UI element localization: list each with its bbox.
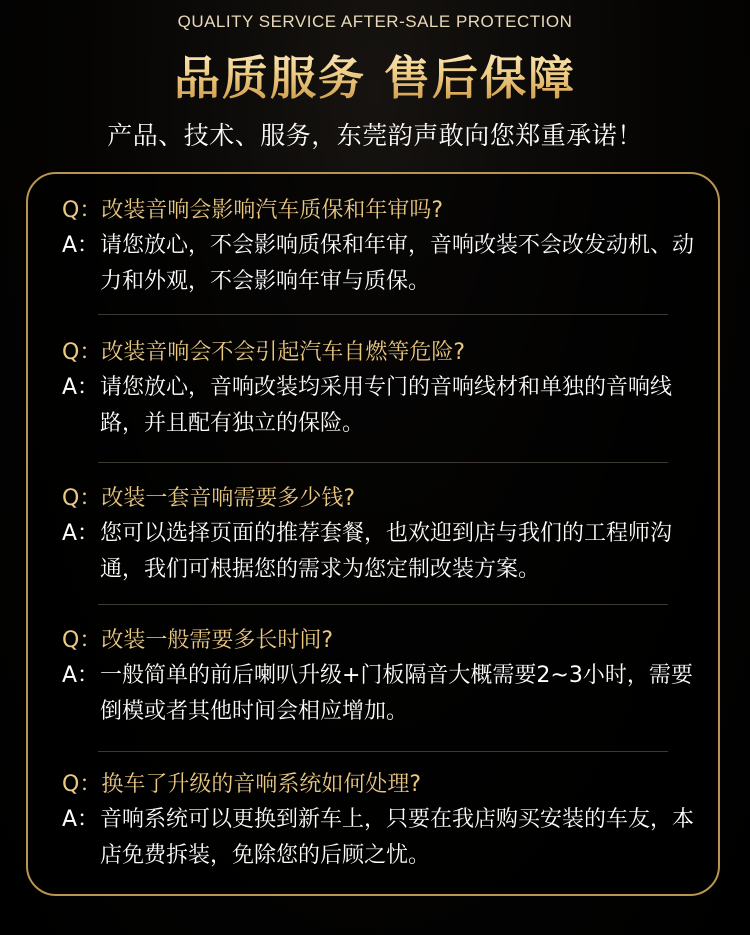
answer-text: 您可以选择页面的推荐套餐，也欢迎到店与我们的工程师沟通，我们可根据您的需求为您定制改装方案。 bbox=[100, 521, 673, 582]
answer-text: 音响系统可以更换到新车上，只要在我店购买安装的车友，本店免费拆装，免除您的后顾之忧。 bbox=[100, 807, 695, 868]
answer-prefix: A： bbox=[62, 375, 100, 400]
question-prefix: Q： bbox=[62, 486, 102, 511]
faq-answer-1 bbox=[62, 228, 702, 300]
question-prefix: Q： bbox=[62, 628, 102, 653]
answer-text: 请您放心，不会影响质保和年审，音响改装不会改发动机、动力和外观，不会影响年审与质保。 bbox=[100, 233, 695, 294]
question-prefix: Q： bbox=[62, 772, 102, 797]
divider bbox=[98, 751, 668, 752]
faq-question-1 bbox=[62, 194, 702, 228]
faq-card bbox=[26, 172, 720, 896]
promise-text: 产品、技术、服务，东莞韵声敢向您郑重承诺！ bbox=[107, 121, 643, 150]
faq-answer-4 bbox=[62, 658, 702, 730]
faq-question-2 bbox=[62, 336, 702, 370]
question-text: 改装音响会不会引起汽车自燃等危险? bbox=[101, 340, 466, 365]
divider bbox=[98, 604, 668, 605]
faq-answer-5 bbox=[62, 802, 702, 874]
question-text: 改装一般需要多长时间? bbox=[101, 628, 334, 653]
faq-question-4 bbox=[62, 624, 702, 658]
faq-question-5 bbox=[62, 768, 702, 802]
faq-question-3 bbox=[62, 482, 702, 516]
question-text: 换车了升级的音响系统如何处理? bbox=[101, 772, 422, 797]
subtitle-english: QUALITY SERVICE AFTER-SALE PROTECTION bbox=[177, 12, 573, 31]
answer-prefix: A： bbox=[62, 663, 100, 688]
page-title: 品质服务 售后保障 bbox=[0, 42, 750, 108]
answer-text: 请您放心，音响改装均采用专门的音响线材和单独的音响线路，并且配有独立的保险。 bbox=[100, 375, 673, 436]
divider bbox=[98, 462, 668, 463]
question-text: 改装一套音响需要多少钱? bbox=[101, 486, 356, 511]
faq-item-5 bbox=[62, 768, 702, 874]
answer-prefix: A： bbox=[62, 521, 100, 546]
question-text: 改装音响会影响汽车质保和年审吗? bbox=[101, 198, 444, 223]
faq-item-1 bbox=[62, 194, 702, 300]
faq-item-4 bbox=[62, 624, 702, 730]
answer-text: 一般简单的前后喇叭升级+门板隔音大概需要2~3小时，需要倒模或者其他时间会相应增加。 bbox=[100, 663, 693, 724]
faq-answer-2 bbox=[62, 370, 702, 442]
faq-answer-3 bbox=[62, 516, 702, 588]
question-prefix: Q： bbox=[62, 340, 102, 365]
faq-item-2 bbox=[62, 336, 702, 442]
answer-prefix: A： bbox=[62, 807, 100, 832]
answer-prefix: A： bbox=[62, 233, 100, 258]
question-prefix: Q： bbox=[62, 198, 102, 223]
faq-item-3 bbox=[62, 482, 702, 588]
divider bbox=[98, 314, 668, 315]
